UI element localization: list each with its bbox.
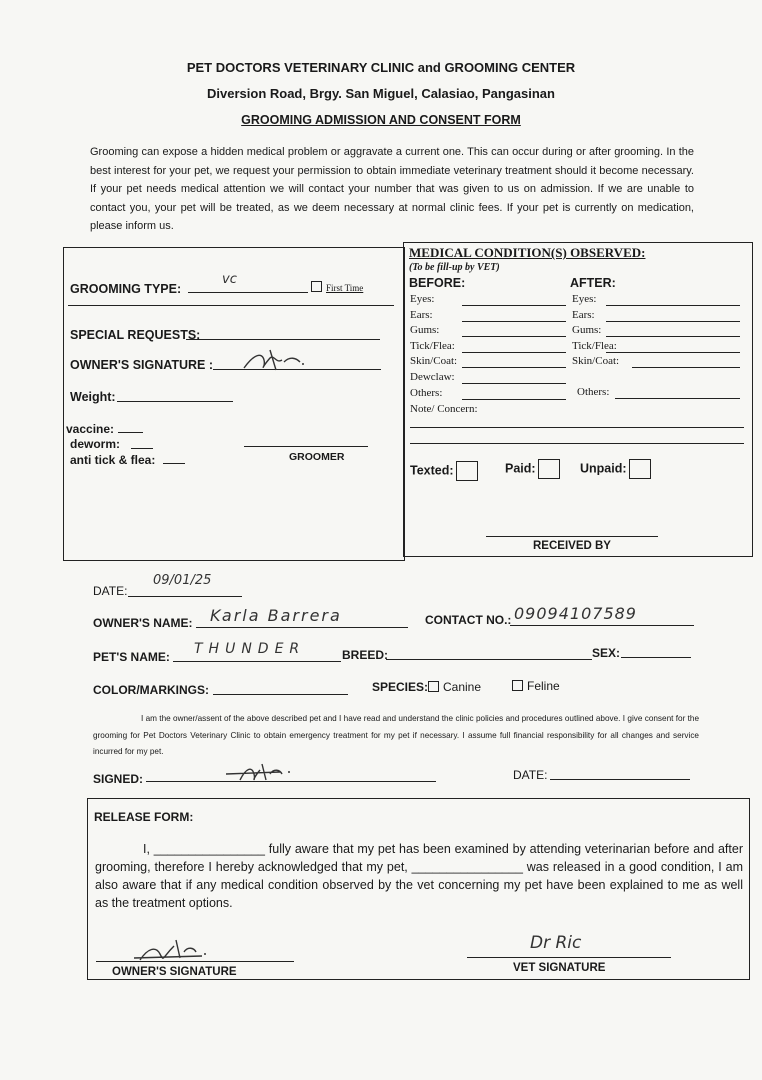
groomer-line[interactable] — [244, 446, 368, 447]
pet-name-label: PET'S NAME: — [93, 650, 170, 664]
paid-option[interactable] — [505, 459, 560, 479]
texted-option[interactable] — [410, 461, 478, 481]
release-paragraph: I, ________________ fully aware that my pet has been examined by attending veterinarian before and after grooming, therefore I hereby acknowledged that my pet, ________________ was released in a good condition, I am also aware that if any medical condition observed by the vet concerning my pet have been explained to me as well as the treatment options. — [95, 842, 743, 910]
before-item-label: Tick/Flea: — [410, 339, 455, 352]
release-title: RELEASE FORM: — [94, 810, 194, 824]
feline-option[interactable] — [512, 679, 560, 693]
species-label: SPECIES: — [372, 680, 429, 694]
grooming-type-line-2[interactable] — [68, 305, 394, 306]
before-item-line[interactable] — [462, 399, 566, 400]
signed-date-line[interactable] — [550, 779, 690, 780]
contact-value: 09094107589 — [514, 604, 637, 623]
anti-tick-label: anti tick & flea: — [70, 453, 156, 467]
breed-label: BREED: — [342, 648, 389, 662]
after-item-line[interactable] — [606, 321, 740, 322]
medical-subtitle: (To be fill-up by VET) — [409, 262, 500, 273]
signed-date-label: DATE: — [513, 768, 548, 782]
before-item-line[interactable] — [462, 367, 566, 368]
color-markings-label: COLOR/MARKINGS: — [93, 683, 209, 697]
vaccine-line[interactable] — [118, 432, 143, 433]
grooming-type-label: GROOMING TYPE: — [70, 282, 182, 296]
note-line-1[interactable] — [410, 427, 744, 428]
before-item-line[interactable] — [462, 336, 566, 337]
release-owner-scribble — [130, 936, 220, 966]
after-item-line[interactable] — [606, 352, 740, 353]
owner-signature-label: OWNER'S SIGNATURE : — [70, 358, 214, 372]
consent-paragraph: I am the owner/assent of the above described pet and I have read and understand the clinic policies and procedures outlined above. I give consent for the grooming for Pet Doctors Veterinary Clinic to obtain emergency treatment for my pet if necessary. I assume full financial responsibility for all changes and service incurred for my pet. — [93, 714, 699, 756]
paid-label: Paid: — [505, 461, 536, 476]
medical-title: MEDICAL CONDITION(S) OBSERVED: — [409, 245, 646, 260]
texted-checkbox[interactable] — [456, 461, 478, 481]
sex-label: SEX: — [592, 646, 621, 660]
after-item-line[interactable] — [615, 398, 740, 399]
unpaid-label: Unpaid: — [580, 461, 627, 476]
unpaid-checkbox[interactable] — [629, 459, 651, 479]
signed-label: SIGNED: — [93, 772, 144, 786]
before-item-label: Dewclaw: — [410, 371, 455, 383]
vet-signature-line[interactable] — [467, 957, 671, 958]
date-line[interactable] — [128, 596, 242, 597]
clinic-name: PET DOCTORS VETERINARY CLINIC and GROOMING CENTER — [186, 60, 576, 75]
owner-name-line[interactable] — [196, 627, 408, 628]
owner-name-label: OWNER'S NAME: — [93, 616, 193, 630]
received-by-label: RECEIVED BY — [533, 540, 611, 552]
signed-scribble — [222, 760, 302, 786]
form-title: GROOMING ADMISSION AND CONSENT FORM — [241, 113, 521, 127]
owner-signature-scribble — [240, 346, 310, 376]
after-label: AFTER: — [570, 276, 616, 290]
owner-name-value: Karla Barrera — [210, 606, 342, 625]
after-item-line[interactable] — [632, 367, 740, 368]
texted-label: Texted: — [410, 463, 454, 478]
after-item-label: Ears: — [572, 309, 595, 321]
before-item-line[interactable] — [462, 321, 566, 322]
before-item-label: Ears: — [410, 308, 433, 321]
special-requests-line[interactable] — [186, 339, 380, 340]
before-label: BEFORE: — [409, 276, 466, 290]
vet-signature-label: VET SIGNATURE — [513, 962, 606, 974]
weight-label: Weight: — [70, 390, 116, 404]
after-item-label: Others: — [577, 386, 610, 398]
after-item-label: Skin/Coat: — [572, 355, 620, 367]
before-item-line[interactable] — [462, 305, 566, 306]
deworm-label: deworm: — [70, 437, 121, 451]
color-markings-line[interactable] — [213, 694, 348, 695]
unpaid-option[interactable] — [580, 459, 651, 479]
sex-line[interactable] — [621, 657, 691, 658]
after-item-line[interactable] — [606, 336, 740, 337]
groomer-label: GROOMER — [289, 451, 345, 463]
feline-checkbox[interactable] — [512, 680, 523, 691]
deworm-line[interactable] — [131, 448, 153, 449]
clinic-address: Diversion Road, Brgy. San Miguel, Calasiao, Pangasinan — [207, 86, 555, 101]
canine-label: Canine — [443, 680, 482, 694]
before-item-label: Gums: — [410, 324, 440, 337]
after-item-line[interactable] — [606, 305, 740, 306]
weight-line[interactable] — [117, 401, 233, 402]
contact-label: CONTACT NO.: — [425, 613, 512, 627]
date-value: 09/01/25 — [153, 573, 212, 588]
before-item-line[interactable] — [462, 383, 566, 384]
before-item-line[interactable] — [462, 352, 566, 353]
after-item-label: Gums: — [572, 324, 602, 336]
breed-line[interactable] — [386, 659, 592, 660]
after-item-label: Tick/Flea: — [572, 340, 617, 352]
release-owner-signature-label: OWNER'S SIGNATURE — [112, 966, 237, 978]
first-time-label: First Time — [326, 283, 364, 293]
pet-name-value: THUNDER — [194, 641, 306, 657]
grooming-type-line[interactable] — [188, 292, 308, 293]
pet-name-line[interactable] — [173, 661, 341, 662]
intro-paragraph: Grooming can expose a hidden medical problem or aggravate a current one. This can occur during or after grooming. In the best interest for your pet, we request your permission to obtain immediate veterinary treatment should it become necessary. If your pet needs medical attention we will contact your number that was given to us on admission. If we are unable to contact you, your pet will be treated, as we deem necessary at normal clinic fees. If your pet is currently on medication, please inform us. — [90, 146, 694, 232]
grooming-type-value: vc — [222, 272, 237, 287]
canine-checkbox[interactable] — [428, 681, 439, 692]
note-concern-label: Note/ Concern: — [410, 403, 478, 415]
contact-line[interactable] — [510, 625, 694, 626]
received-by-line[interactable] — [486, 536, 658, 537]
before-item-label: Eyes: — [410, 293, 435, 305]
vaccine-label: vaccine: — [66, 422, 115, 436]
vet-signature-value: Dr Ric — [530, 933, 582, 953]
first-time-checkbox[interactable] — [311, 281, 322, 292]
canine-option[interactable] — [428, 680, 481, 694]
note-line-2[interactable] — [410, 443, 744, 444]
before-item-label: Others: — [410, 386, 443, 399]
feline-label: Feline — [527, 679, 560, 693]
before-item-label: Skin/Coat: — [410, 355, 458, 368]
after-item-label: Eyes: — [572, 293, 597, 305]
first-time-option[interactable] — [311, 281, 363, 293]
paid-checkbox[interactable] — [538, 459, 560, 479]
special-requests-label: SPECIAL REQUESTS: — [70, 328, 201, 342]
date-label: DATE: — [93, 584, 128, 598]
anti-tick-line[interactable] — [163, 463, 185, 464]
